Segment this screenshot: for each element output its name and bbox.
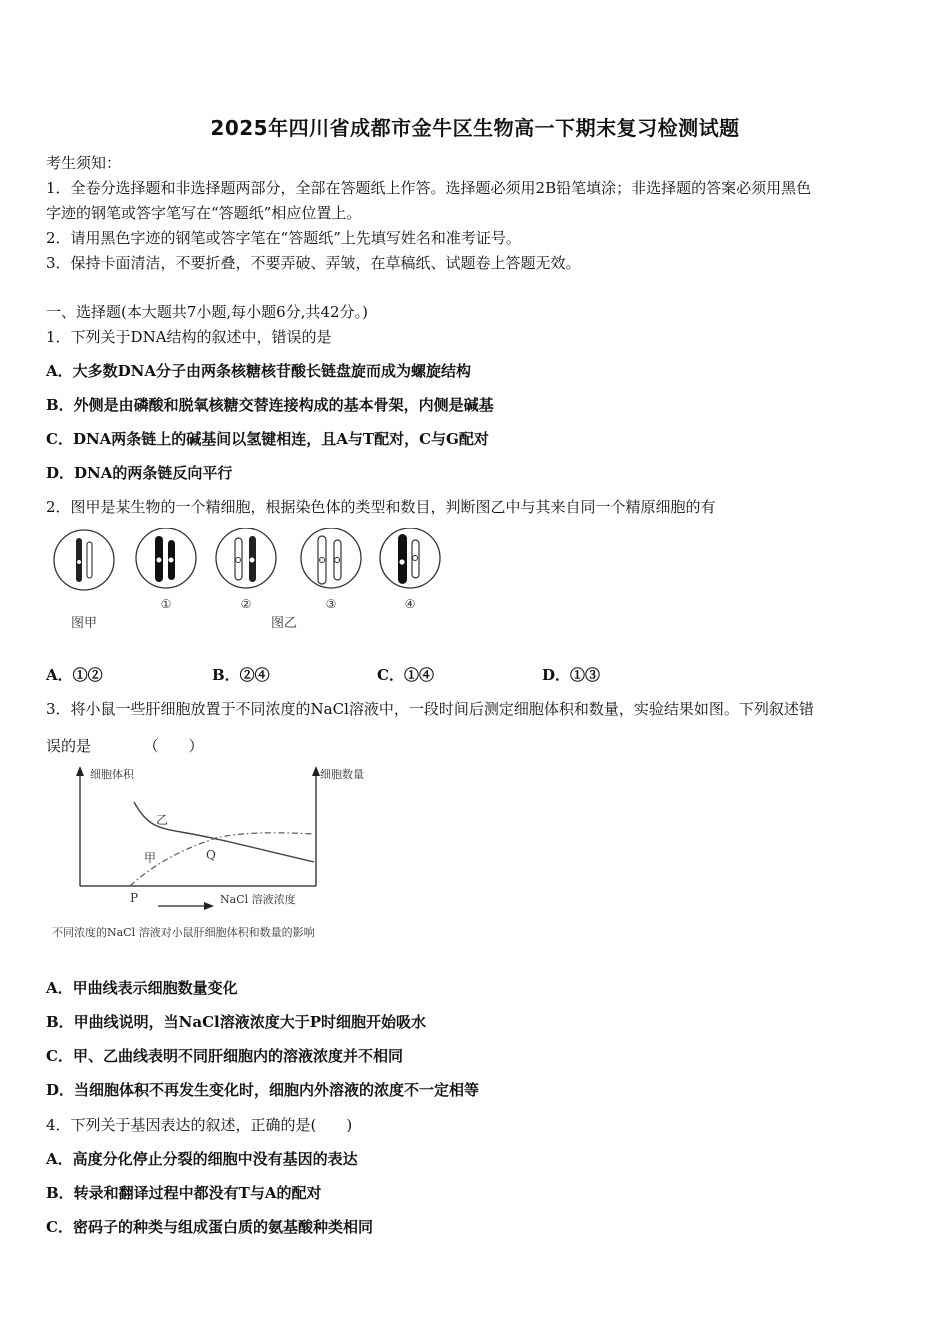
notice-item-2: 2．请用黑色字迹的钢笔或答字笔在“答题纸”上先填写姓名和准考证号。 [46,229,521,247]
cell-jia [54,530,114,590]
q3-nacl-chart [46,762,386,947]
q4-option-c: C．密码子的种类与组成蛋白质的氨基酸种类相同 [46,1218,373,1236]
fig-label-1: ① [160,597,172,611]
cell-4 [380,528,440,588]
q3-option-c: C．甲、乙曲线表明不同肝细胞内的溶液浓度并不相同 [46,1047,403,1065]
q1-stem: 1．下列关于DNA结构的叙述中，错误的是 [46,328,332,346]
point-q-label: Q [206,848,216,862]
q3-stem-line-1: 3．将小鼠一些肝细胞放置于不同浓度的NaCl溶液中，一段时间后测定细胞体积和数量，实验结果如图。下列叙述错 [46,700,814,718]
curve-yi [134,802,314,862]
point-p-label: P [130,891,139,905]
fig-jia-label: 图甲 [70,616,98,631]
cell-2 [216,528,276,588]
q2-option-b: B．②④ [212,666,270,684]
notice-heading: 考生须知： [46,154,122,172]
q1-option-d: D．DNA的两条链反向平行 [46,464,233,482]
y-left-label: 细胞体积 [90,768,134,781]
chart-caption: 不同浓度的NaCl 溶液对小鼠肝细胞体积和数量的影响 [52,926,315,939]
fig-label-4: ④ [404,597,416,611]
q1-option-b: B．外侧是由磷酸和脱氧核糖交替连接构成的基本骨架，内侧是碱基 [46,396,494,414]
notice-item-1-line-2: 字迹的钢笔或答字笔写在“答题纸”相应位置上。 [46,204,362,222]
section-heading: 一、选择题(本大题共7小题,每小题6分,共42分。) [46,303,368,321]
cell-1 [136,528,196,588]
notice-item-1-line-1: 1．全卷分选择题和非选择题两部分，全部在答题纸上作答。选择题必须用2B铅笔填涂；非选择题的答案必须用黑色 [46,179,812,197]
q3-stem-line-2: 误的是 （ ） [46,737,204,755]
q2-option-a: A．①② [46,666,103,684]
q3-option-b: B．甲曲线说明，当NaCl溶液浓度大于P时细胞开始吸水 [46,1013,427,1031]
right-axis-arrow-icon [312,766,320,776]
q1-option-a: A．大多数DNA分子由两条核糖核苷酸长链盘旋而成为螺旋结构 [46,362,471,380]
fig-yi-label: 图乙 [270,616,298,631]
q3-option-a: A．甲曲线表示细胞数量变化 [46,979,238,997]
q2-cell-figure [46,528,456,638]
notice-item-3: 3．保持卡面清洁，不要折叠，不要弄破、弄皱，在草稿纸、试题卷上答题无效。 [46,254,581,272]
x-axis-label: NaCl 溶液浓度 [220,893,296,906]
q4-option-b: B．转录和翻译过程中都没有T与A的配对 [46,1184,322,1202]
curve-yi-label: 乙 [156,813,169,827]
q2-option-c: C．①④ [377,666,434,684]
q2-option-d: D．①③ [542,666,601,684]
q4-option-a: A．高度分化停止分裂的细胞中没有基因的表达 [46,1150,358,1168]
page-title: 2025年四川省成都市金牛区生物高一下期末复习检测试题 [210,116,740,140]
x-direction-arrow-icon [204,902,214,910]
curve-jia-label: 甲 [144,851,157,865]
q3-option-d: D．当细胞体积不再发生变化时，细胞内外溶液的浓度不一定相等 [46,1081,480,1099]
left-axis-arrow-icon [76,766,84,776]
q1-option-c: C．DNA两条链上的碱基间以氢键相连，且A与T配对，C与G配对 [46,430,489,448]
fig-label-2: ② [240,597,252,611]
fig-label-3: ③ [325,597,337,611]
y-right-label: 细胞数量 [320,768,364,781]
cell-3 [301,528,361,588]
q4-stem: 4．下列关于基因表达的叙述，正确的是( ) [46,1116,353,1134]
q2-stem: 2．图甲是某生物的一个精细胞，根据染色体的类型和数目，判断图乙中与其来自同一个精原细胞的有 [46,498,716,516]
